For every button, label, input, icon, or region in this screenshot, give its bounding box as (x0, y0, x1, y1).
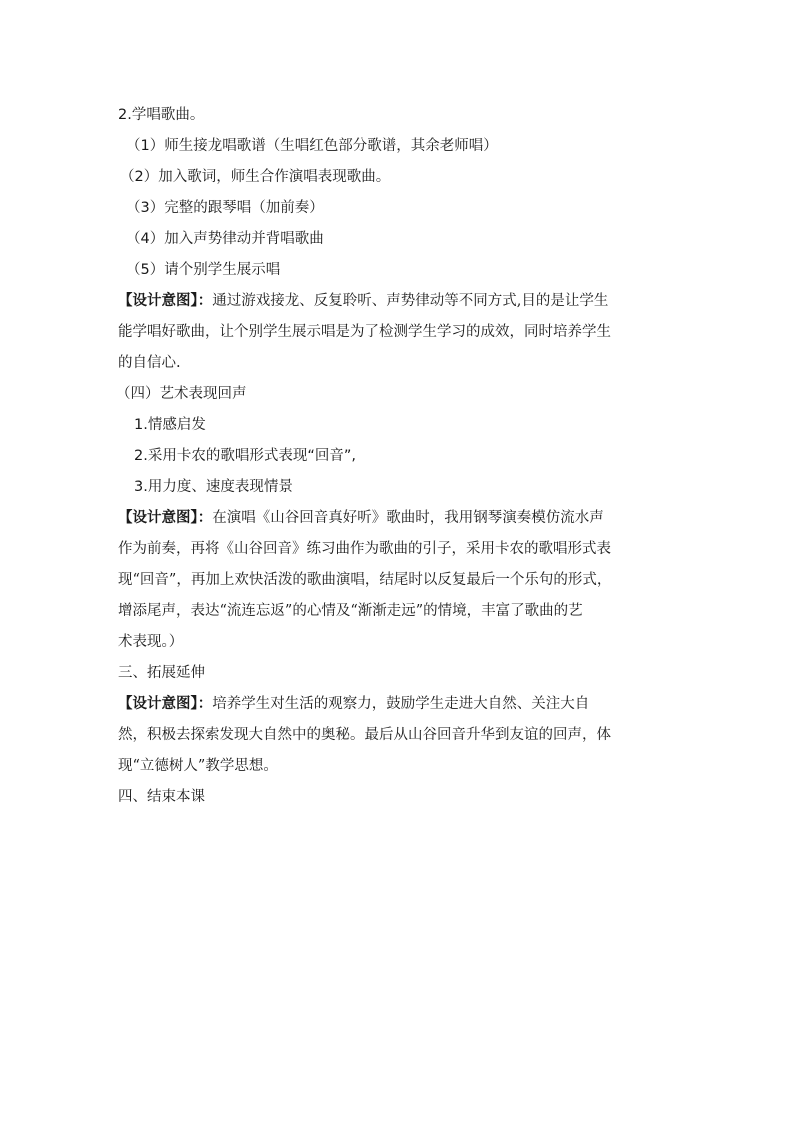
section-4-title: 四、结束本课 (118, 789, 205, 805)
design-intent-paragraph (118, 508, 678, 528)
design-intent-text: 现“立德树人”教学思想。 (118, 758, 278, 774)
list-item: 1.情感启发 (134, 417, 206, 433)
design-intent-label: 【设计意图】： (118, 510, 213, 526)
design-intent-text: 能学唱好歌曲，让个别学生展示唱是为了检测学生学习的成效，同时培养学生 (118, 324, 611, 340)
design-intent-paragraph (118, 291, 678, 311)
design-intent-text: 在演唱《山谷回音真好听》歌曲时，我用钢琴演奏模仿流水声 (212, 510, 604, 526)
design-intent-text: 增添尾声，表达“流连忘返”的心情及“渐渐走远”的情境，丰富了歌曲的艺 (118, 603, 583, 619)
section-2-title: 2.学唱歌曲。 (118, 107, 205, 123)
design-intent-label: 【设计意图】： (118, 293, 213, 309)
part-4-title: （四）艺术表现回声 (116, 386, 247, 402)
design-intent-text: 培养学生对生活的观察力，鼓励学生走进大自然、关注大自 (212, 696, 590, 712)
list-item: 2.采用卡农的歌唱形式表现“回音”, (134, 448, 356, 464)
design-intent-text: 作为前奏，再将《山谷回音》练习曲作为歌曲的引子，采用卡农的歌唱形式表 (118, 541, 611, 557)
design-intent-text: 现“回音”，再加上欢快活泼的歌曲演唱，结尾时以反复最后一个乐句的形式， (118, 572, 612, 588)
design-intent-text: 术表现。） (118, 634, 184, 650)
design-intent-text: 的自信心. (118, 355, 181, 371)
design-intent-paragraph (118, 694, 678, 714)
list-item: （2）加入歌词，师生合作演唱表现歌曲。 (120, 169, 391, 185)
list-item: （5）请个别学生展示唱 (126, 262, 281, 278)
list-item: （1）师生接龙唱歌谱（生唱红色部分歌谱，其余老师唱） (126, 138, 498, 154)
list-item: （4）加入声势律动并背唱歌曲 (126, 231, 324, 247)
design-intent-text: 然，积极去探索发现大自然中的奥秘。最后从山谷回音升华到友谊的回声，体 (118, 727, 611, 743)
design-intent-text: 通过游戏接龙、反复聆听、声势律动等不同方式,目的是让学生 (212, 293, 609, 309)
section-3-title: 三、拓展延伸 (118, 665, 205, 681)
list-item: 3.用力度、速度表现情景 (134, 479, 293, 495)
design-intent-label: 【设计意图】： (118, 696, 213, 712)
list-item: （3）完整的跟琴唱（加前奏） (126, 200, 324, 216)
